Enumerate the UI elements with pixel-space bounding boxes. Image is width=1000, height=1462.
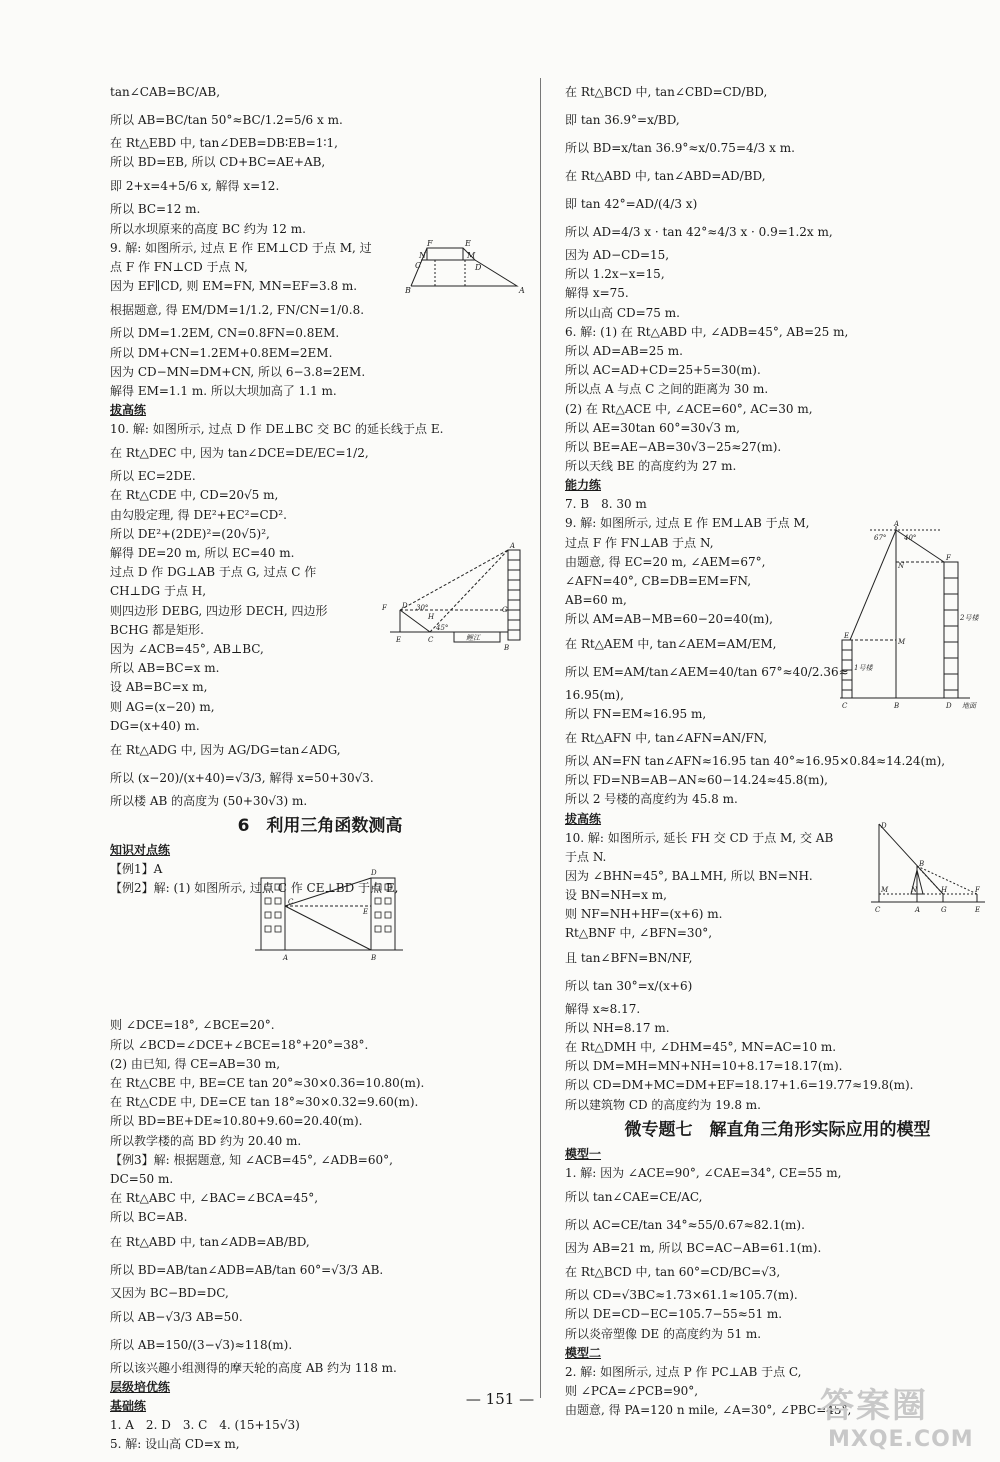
text-line: 【例1】A	[110, 862, 163, 877]
text-line: 在 Rt△CDE 中, CD=20√5 m,	[110, 488, 279, 503]
text-line: 所以 tan∠CAE=CE/AC,	[565, 1189, 703, 1204]
watermark	[820, 1378, 974, 1452]
tree-label: F	[975, 886, 980, 894]
text-line: 6. 解: (1) 在 Rt△ABD 中, ∠ADB=45°, AB=25 m,	[565, 324, 849, 339]
text-line: DG=(x+40) m.	[110, 718, 200, 733]
text-line: 所以 BC=AB.	[110, 1210, 188, 1225]
text-line: 在 Rt△ABD 中, tan∠ABD=AD/BD,	[565, 169, 766, 183]
tree-label: G	[941, 906, 947, 914]
riverside-label: F	[382, 604, 387, 612]
text-line: 在 Rt△BCD 中, tan∠CBD=CD/BD,	[565, 85, 768, 99]
text-line: 即 tan 42°=AD/(4/3 x)	[565, 197, 698, 211]
text-line: 在 Rt△ABC 中, ∠BAC=∠BCA=45°,	[110, 1191, 319, 1206]
text-line: 在 Rt△CBE 中, BE=CE tan 20°≈30×0.36=10.80(m).	[110, 1076, 425, 1090]
text-line: 所以 AC=CE/tan 34°≈55/0.67≈82.1(m).	[565, 1217, 805, 1232]
section-label: 层级培优练	[110, 1379, 171, 1394]
text-line: 所以 2 号楼的高度约为 45.8 m.	[565, 792, 738, 807]
riverside-label: D	[402, 602, 408, 610]
text-line: 所以 AB=BC/tan 50°≈BC/1.2=5/6 x m.	[110, 113, 343, 127]
text-line: 所以 EC=2DE.	[110, 469, 196, 484]
text-line: 2. 解: 如图所示, 过点 P 作 PC⊥AB 于点 C,	[565, 1364, 802, 1379]
riverside-label: 鲤江	[466, 634, 480, 642]
text-line: 9. 解: 如图所示, 过点 E 作 EM⊥CD 于点 M, 过	[110, 240, 372, 255]
watermark-text: 答案圈	[820, 1386, 928, 1426]
riverside-label: G	[502, 606, 508, 614]
text-line: 所以点 A 与点 C 之间的距离为 30 m.	[565, 382, 769, 397]
tower-label: 67°	[874, 534, 887, 542]
riverside-figure	[380, 540, 530, 655]
text-line: 所以 DM+CN=1.2EM+0.8EM=2EM.	[110, 345, 333, 360]
text-line: 10. 解: 如图所示, 过点 D 作 DE⊥BC 交 BC 的延长线于点 E.	[110, 422, 444, 437]
dam-label: F	[427, 239, 433, 248]
text-line: 解得 x=75.	[565, 286, 629, 301]
tower-label: 2号楼	[960, 614, 979, 622]
text-line: 所以 FN=EM≈16.95 m,	[565, 706, 707, 721]
text-line: 所以炎帝塑像 DE 的高度约为 51 m.	[565, 1326, 762, 1341]
text-line: 因为 ∠ACB=45°, AB⊥BC,	[110, 641, 264, 656]
text-line: 设 AB=BC=x m,	[110, 680, 208, 695]
text-line: 在 Rt△ABD 中, tan∠ADB=AB/BD,	[110, 1234, 310, 1249]
text-line: 10. 解: 如图所示, 延长 FH 交 CD 于点 M, 交 AB	[565, 830, 834, 845]
text-line: 则 AG=(x−20) m,	[110, 699, 215, 714]
building-label: C	[288, 898, 294, 906]
text-line: 所以 BC=12 m.	[110, 202, 201, 217]
text-line: 在 Rt△AEM 中, tan∠AEM=AM/EM,	[565, 636, 777, 651]
text-line: 【例3】解: 根据题意, 知 ∠ACB=45°, ∠ADB=60°,	[110, 1152, 393, 1167]
text-line: (2) 在 Rt△ACE 中, ∠ACE=60°, AC=30 m,	[565, 401, 813, 416]
text-line: 所以 BD=x/tan 36.9°≈x/0.75=4/3 x m.	[565, 141, 795, 155]
tower-label: M	[898, 638, 906, 646]
dam-figure	[405, 238, 535, 294]
text-line: 所以该兴趣小组测得的摩天轮的高度 AB 约为 118 m.	[110, 1360, 397, 1375]
text-line: 即 2+x=4+5/6 x, 解得 x=12.	[110, 179, 280, 194]
section-label: 能力练	[565, 478, 602, 493]
text-line: 因为 AB=21 m, 所以 BC=AC−AB=61.1(m).	[565, 1240, 822, 1255]
dam-label: D	[475, 263, 482, 272]
tower-label: C	[842, 702, 848, 710]
tree-label: M	[881, 886, 889, 894]
watermark-url: MXQE.COM	[828, 1427, 974, 1452]
text-line: 所以教学楼的高 BD 约为 20.40 m.	[110, 1133, 302, 1148]
text-line: 因为 CD−MN=DM+CN, 所以 6−3.8=2EM.	[110, 364, 366, 379]
building-label: B	[371, 954, 377, 962]
text-line: 【例2】解: (1) 如图所示, 过点 C 作 CE⊥BD 于点 E,	[110, 881, 399, 896]
text-line: 9. 解: 如图所示, 过点 E 作 EM⊥AB 于点 M,	[565, 516, 810, 531]
section-label: 模型二	[565, 1345, 602, 1360]
riverside-label: A	[510, 542, 516, 550]
tree-label: N	[911, 886, 918, 894]
text-line: 所以 DM=1.2EM, CN=0.8FN=0.8EM.	[110, 326, 340, 341]
riverside-label: 45°	[436, 624, 449, 632]
text-line: 所以山高 CD=75 m.	[565, 305, 680, 320]
section-heading: 微专题七 解直角三角形实际应用的模型	[624, 1119, 931, 1140]
tree-label: H	[941, 886, 948, 894]
text-line: 又因为 BC−BD=DC,	[110, 1285, 229, 1300]
tower-label: A	[894, 520, 900, 528]
tree-label: E	[975, 906, 981, 914]
text-line: 在 Rt△EBD 中, tan∠DEB=DB∶EB=1∶1,	[110, 136, 338, 150]
building-label: E	[363, 908, 369, 916]
tower-label: 地面	[962, 702, 976, 710]
text-line: 点 F 作 FN⊥CD 于点 N,	[110, 259, 248, 274]
text-line: 所以 AM=AB−MB=60−20=40(m),	[565, 612, 773, 627]
tower-label: N	[898, 562, 905, 570]
text-line: 1. A 2. D 3. C 4. (15+15√3)	[110, 1417, 300, 1432]
text-line: 解得 x≈8.17.	[565, 1001, 641, 1016]
text-line: 在 Rt△DMH 中, ∠DHM=45°, MN=AC=10 m.	[565, 1040, 837, 1054]
text-line: 在 Rt△BCD 中, tan 60°=CD/BC=√3,	[565, 1265, 781, 1280]
text-line: 所以 FD=NB=AB−AN≈60−14.24≈45.8(m),	[565, 773, 828, 788]
tree-label: C	[875, 906, 881, 914]
dam-label: A	[519, 286, 525, 294]
text-line: 所以 AB=150/(3−√3)≈118(m).	[110, 1337, 293, 1352]
text-line: 所以 AD=AB=25 m.	[565, 343, 683, 358]
tower-figure	[840, 520, 990, 710]
text-line: 则 ∠DCE=18°, ∠BCE=20°.	[110, 1018, 275, 1033]
section-heading: 6 利用三角函数测高	[237, 816, 403, 837]
text-line: tan∠CAB=BC/AB,	[110, 85, 221, 99]
text-line: 在 Rt△CDE 中, DE=CE tan 18°≈30×0.32=9.60(m).	[110, 1095, 419, 1110]
text-line: 所以 AD=4/3 x · tan 42°≈4/3 x · 0.9=1.2x m,	[565, 225, 833, 239]
text-line: 所以 EM=AM/tan∠AEM=40/tan 67°≈40/2.36≈	[565, 664, 849, 679]
riverside-label: C	[428, 636, 434, 644]
tower-label: 1号楼	[854, 664, 873, 672]
building-label: A	[283, 954, 289, 962]
text-line: 所以 BD=BE+DE≈10.80+9.60=20.40(m).	[110, 1114, 363, 1129]
dam-label: B	[405, 286, 411, 294]
text-line: 则四边形 DEBG, 四边形 DECH, 四边形	[110, 603, 328, 618]
text-line: 所以 tan 30°=x/(x+6)	[565, 978, 693, 993]
tree-label: B	[919, 860, 925, 868]
text-line: 在 Rt△AFN 中, tan∠AFN=AN/FN,	[565, 730, 768, 745]
tower-label: D	[946, 702, 952, 710]
column-divider	[540, 78, 541, 1398]
text-line: CH⊥DG 于点 H,	[110, 584, 207, 599]
tree-label: A	[915, 906, 921, 914]
text-line: 所以 CD=DM+MC=DM+EF=18.17+1.6=19.77≈19.8(m).	[565, 1078, 914, 1093]
text-line: 所以建筑物 CD 的高度约为 19.8 m.	[565, 1097, 761, 1112]
riverside-label: B	[504, 644, 510, 652]
text-line: 由题意, 得 PA=120 n mile, ∠A=30°, ∠PBC=45°,	[565, 1403, 852, 1418]
text-line: 根据题意, 得 EM/DM=1/1.2, FN/CN=1/0.8.	[110, 303, 365, 318]
text-line: 所以 AB=BC=x m.	[110, 661, 220, 676]
text-line: 所以 AE=30tan 60°=30√3 m,	[565, 420, 740, 435]
text-line: 所以楼 AB 的高度为 (50+30√3) m.	[110, 793, 308, 808]
text-line: 所以 DE²+(2DE)²=(20√5)²,	[110, 526, 270, 541]
text-line: 因为 AD−CD=15,	[565, 248, 670, 262]
text-line: 所以 (x−20)/(x+40)=√3/3, 解得 x=50+30√3.	[110, 770, 374, 785]
page-number: — 151 —	[465, 1390, 535, 1408]
dam-label: E	[465, 239, 471, 248]
text-line: 16.95(m),	[565, 687, 624, 702]
tree-figure	[865, 820, 990, 915]
riverside-label: 30°	[416, 604, 429, 612]
dam-label: N	[419, 251, 426, 260]
text-line: 则 NF=NH+HF=(x+6) m.	[565, 907, 723, 922]
text-line: (2) 由已知, 得 CE=AB=30 m,	[110, 1056, 281, 1071]
section-label: 知识对点练	[110, 843, 171, 858]
right-column	[565, 78, 990, 1420]
text-line: 因为 ∠BHN=45°, BA⊥MH, 所以 BN=NH.	[565, 868, 813, 883]
riverside-label: E	[396, 636, 402, 644]
tower-label: B	[894, 702, 900, 710]
text-line: 所以 AN=FN tan∠AFN≈16.95 tan 40°≈16.95×0.84≈14.24(m),	[565, 753, 946, 768]
text-line: 在 Rt△DEC 中, 因为 tan∠DCE=DE/EC=1/2,	[110, 446, 369, 461]
tower-label: 40°	[904, 534, 917, 542]
text-line: 7. B 8. 30 m	[565, 497, 647, 512]
text-line: Rt△BNF 中, ∠BFN=30°,	[565, 926, 713, 941]
text-line: 所以 1.2x−x=15,	[565, 267, 665, 282]
text-line: 于点 N.	[565, 849, 607, 864]
tower-label: F	[946, 554, 951, 562]
tree-label: D	[881, 822, 887, 830]
text-line: 过点 D 作 DG⊥AB 于点 G, 过点 C 作	[110, 565, 317, 580]
text-line: 过点 F 作 FN⊥AB 于点 N,	[565, 535, 714, 550]
tower-label: E	[844, 632, 850, 640]
text-line: 所以 AC=AD+CD=25+5=30(m).	[565, 363, 761, 378]
text-line: AB=60 m,	[565, 593, 627, 608]
text-line: 所以 BD=AB/tan∠ADB=AB/tan 60°=√3/3 AB.	[110, 1262, 384, 1277]
section-label: 拔高练	[110, 403, 147, 418]
text-line: DC=50 m.	[110, 1171, 174, 1186]
text-line: 由题意, 得 EC=20 m, ∠AEM=67°,	[565, 554, 766, 569]
text-line: 5. 解: 设山高 CD=x m,	[110, 1437, 240, 1452]
text-line: 所以 NH=8.17 m.	[565, 1020, 670, 1035]
text-line: ∠AFN=40°, CB=DB=EM=FN,	[565, 574, 752, 588]
text-line: 所以 CD=√3BC≈1.73×61.1≈105.7(m).	[565, 1288, 798, 1303]
text-line: 且 tan∠BFN=BN/NF,	[565, 950, 693, 965]
text-line: 由勾股定理, 得 DE²+EC²=CD².	[110, 507, 287, 522]
building-figure	[255, 868, 405, 963]
text-line: 设 BN=NH=x m,	[565, 888, 667, 903]
text-line: 解得 EM=1.1 m. 所以大坝加高了 1.1 m.	[110, 383, 337, 398]
text-line: BCHG 都是矩形.	[110, 622, 204, 637]
text-line: 所以 DE=CD−EC=105.7−55≈51 m.	[565, 1307, 783, 1322]
building-label: D	[371, 869, 377, 877]
text-line: 所以 AB−√3/3 AB=50.	[110, 1309, 243, 1324]
riverside-label: H	[428, 613, 435, 621]
section-label: 基础练	[110, 1398, 147, 1413]
text-line: 所以水坝原来的高度 BC 约为 12 m.	[110, 221, 306, 236]
text-line: 所以 DM=MH=MN+NH=10+8.17=18.17(m).	[565, 1059, 843, 1074]
text-line: 所以 ∠BCD=∠DCE+∠BCE=18°+20°=38°.	[110, 1037, 369, 1052]
text-line: 即 tan 36.9°=x/BD,	[565, 113, 680, 127]
text-line: 所以 BD=EB, 所以 CD+BC=AE+AB,	[110, 155, 326, 170]
text-line: 在 Rt△ADG 中, 因为 AG/DG=tan∠ADG,	[110, 742, 341, 757]
text-line: 则 ∠PCA=∠PCB=90°,	[565, 1383, 699, 1398]
text-line: 所以 BE=AE−AB=30√3−25≈27(m).	[565, 439, 782, 454]
section-label: 模型一	[565, 1146, 602, 1161]
text-line: 1. 解: 因为 ∠ACE=90°, ∠CAE=34°, CE=55 m,	[565, 1165, 842, 1180]
section-label: 拔高练	[565, 811, 602, 826]
dam-label: M	[467, 251, 476, 260]
text-line: 因为 EF∥CD, 则 EM=FN, MN=EF=3.8 m.	[110, 279, 358, 294]
dam-label: C	[415, 261, 422, 270]
text-line: 解得 DE=20 m, 所以 EC=40 m.	[110, 546, 295, 560]
text-line: 所以天线 BE 的高度约为 27 m.	[565, 459, 737, 474]
